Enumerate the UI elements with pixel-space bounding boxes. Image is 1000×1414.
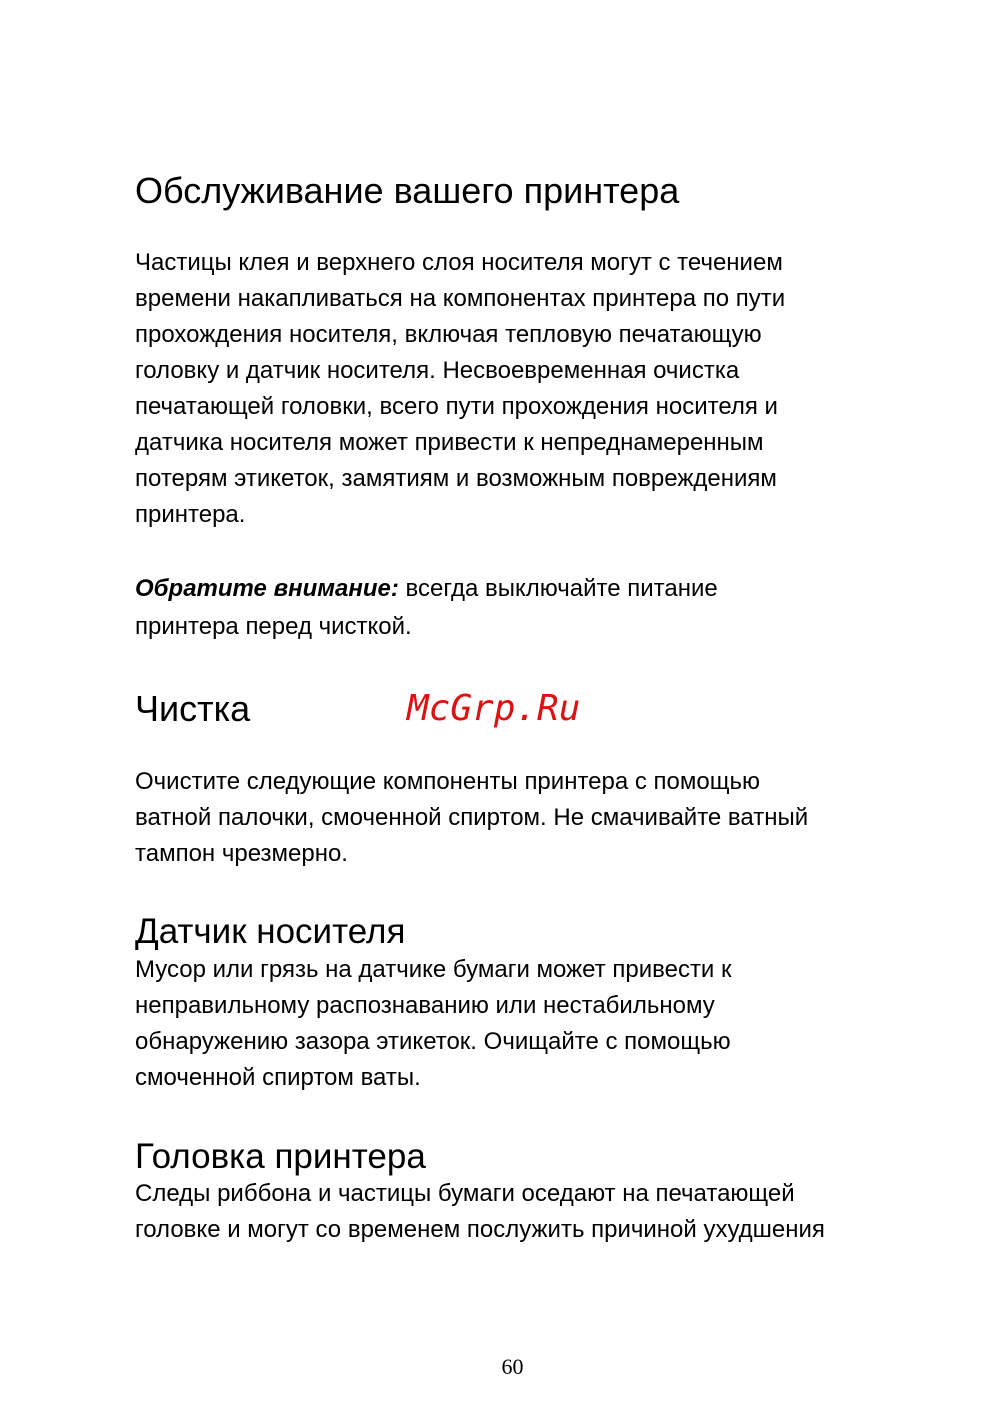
page-number: 60 — [501, 1354, 524, 1379]
maintenance-section — [135, 170, 895, 212]
cleaning-paragraph — [135, 764, 895, 872]
paragraph-line: ватной палочки, смоченной спиртом. Не смачивайте ватный — [135, 804, 809, 831]
note-text: всегда выключайте питание — [398, 575, 718, 602]
paragraph-line: головке и могут со временем послужить причиной ухудшения — [135, 1216, 825, 1243]
sensor-title: Датчик носителя — [135, 912, 406, 951]
paragraph-line: головку и датчик носителя. Несвоевременная очистка — [135, 357, 740, 384]
maintenance-paragraph — [135, 245, 895, 533]
paragraph-line: времени накапливаться на компонентах принтера по пути — [135, 285, 786, 312]
printhead-title: Головка принтера — [135, 1137, 426, 1176]
printhead-section — [135, 1137, 895, 1177]
note-label: Обратите внимание: — [135, 575, 399, 602]
paragraph-line: потерям этикеток, замятиям и возможным повреждениям — [135, 465, 777, 492]
paragraph-line: неправильному распознаванию или нестабильному — [135, 992, 715, 1019]
paragraph-line: принтера. — [135, 501, 246, 528]
watermark-logo: McGrp.Ru — [407, 688, 581, 729]
paragraph-line: печатающей головки, всего пути прохождения носителя и — [135, 393, 778, 420]
paragraph-line: обнаружению зазора этикеток. Очищайте с помощью — [135, 1028, 731, 1055]
sensor-section — [135, 912, 895, 952]
cleaning-title: Чистка — [135, 688, 251, 729]
note-line — [135, 570, 895, 608]
paragraph-line: Частицы клея и верхнего слоя носителя могут с течением — [135, 249, 783, 276]
paragraph-line: тампон чрезмерно. — [135, 840, 348, 867]
paragraph-line: датчика носителя может привести к непреднамеренным — [135, 429, 764, 456]
sensor-paragraph — [135, 952, 895, 1096]
paragraph-line: Мусор или грязь на датчике бумаги может привести к — [135, 956, 732, 983]
paragraph-line: прохождения носителя, включая тепловую печатающую — [135, 321, 762, 348]
paragraph-line: Следы риббона и частицы бумаги оседают на печатающей — [135, 1180, 795, 1207]
note-line: принтера перед чисткой. — [135, 613, 412, 640]
paragraph-line: Очистите следующие компоненты принтера с помощью — [135, 768, 760, 795]
printhead-paragraph — [135, 1176, 895, 1248]
maintenance-title: Обслуживание вашего принтера — [135, 170, 680, 211]
paragraph-line: смоченной спиртом ваты. — [135, 1064, 421, 1091]
note-block — [135, 570, 895, 646]
